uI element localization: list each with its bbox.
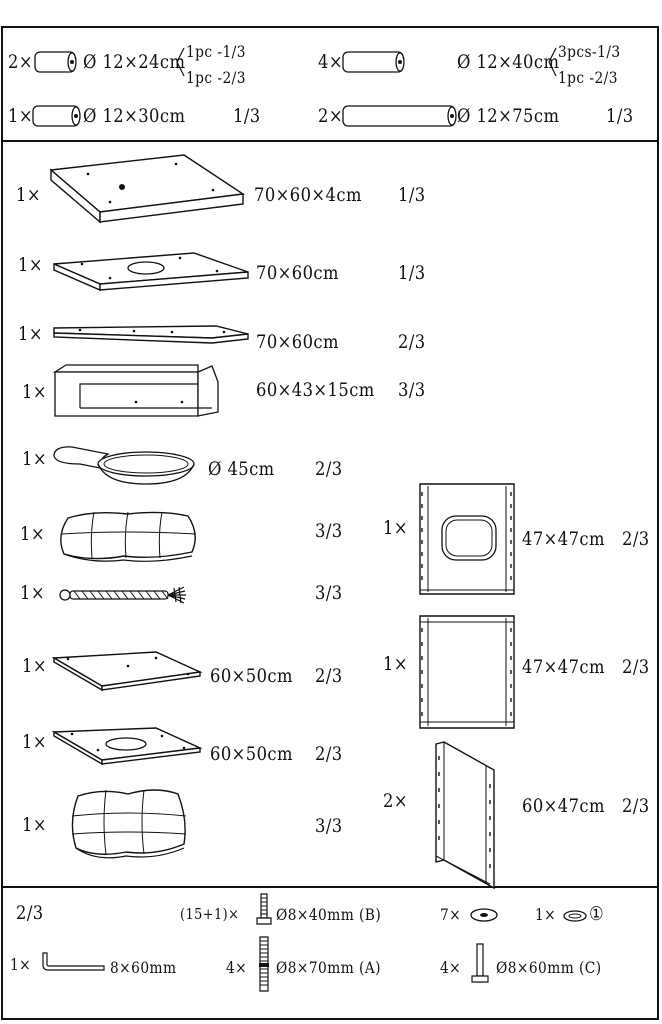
bolt-b-icon [256, 892, 272, 926]
tube-24-split-b: 1pc -2/3 [186, 68, 246, 87]
tube-icon [342, 50, 406, 74]
allen-key-icon [40, 951, 106, 973]
allen-key-qty: 1× [10, 955, 32, 974]
washer-qty: 7× [440, 905, 462, 924]
platform-board-icon [52, 650, 206, 692]
part-size: 70×60cm [256, 331, 339, 353]
brace-icon [547, 46, 557, 78]
part-number: 3/3 [315, 520, 343, 542]
part-size: Ø 45cm [208, 458, 275, 480]
round-bed-icon [50, 440, 200, 488]
part-number: 2/3 [398, 331, 426, 353]
wrench-icon [562, 908, 588, 924]
tube-icon [34, 50, 78, 74]
part-qty: 1× [22, 381, 47, 403]
panel-number: 2/3 [622, 656, 650, 678]
cushion-large-icon [66, 786, 190, 862]
part-number: 3/3 [398, 379, 426, 401]
stud-a-size: Ø8×70mm (A) [276, 958, 381, 977]
tube-75-part: 1/3 [606, 105, 634, 127]
platform-board-with-hole-icon [52, 726, 206, 768]
part-number: 2/3 [315, 743, 343, 765]
tube-40-qty: 4× [318, 51, 343, 73]
part-size: 60×50cm [210, 665, 293, 687]
bolt-c-size: Ø8×60mm (C) [496, 958, 602, 977]
board-with-hole-icon [52, 250, 252, 298]
thin-board-icon [52, 324, 252, 348]
part-qty: 1× [20, 582, 45, 604]
tube-30-size: Ø 12×30cm [83, 105, 186, 127]
panel-qty: 2× [383, 790, 408, 812]
part-size: 70×60cm [256, 262, 339, 284]
bolt-b-qty: (15+1)× [180, 905, 240, 923]
panel-number: 2/3 [622, 795, 650, 817]
section-divider-top [1, 140, 659, 142]
tube-30-part: 1/3 [233, 105, 261, 127]
stud-a-qty: 4× [226, 958, 248, 977]
panel-size: 47×47cm [522, 528, 605, 550]
part-size: 60×50cm [210, 743, 293, 765]
tube-40-split-a: 3pcs-1/3 [558, 42, 621, 61]
part-qty: 1× [22, 448, 47, 470]
part-number: 2/3 [315, 458, 343, 480]
tall-panel-icon [432, 740, 498, 890]
part-qty: 1× [20, 523, 45, 545]
hardware-bag-part: 2/3 [16, 902, 44, 924]
wrench-qty: 1× [535, 905, 557, 924]
tube-24-qty: 2× [8, 51, 33, 73]
stud-a-icon [257, 935, 271, 993]
panel-size: 60×47cm [522, 795, 605, 817]
part-number: 3/3 [315, 582, 343, 604]
panel-qty: 1× [383, 517, 408, 539]
bolt-c-icon [470, 942, 490, 984]
bolt-c-qty: 4× [440, 958, 462, 977]
panel-number: 2/3 [622, 528, 650, 550]
part-number: 1/3 [398, 184, 426, 206]
allen-key-size: 8×60mm [110, 958, 177, 977]
tube-40-size: Ø 12×40cm [457, 51, 560, 73]
wrench-label: ① [589, 903, 605, 925]
shelf-box-icon [52, 362, 222, 420]
bolt-b-size: Ø8×40mm (B) [276, 905, 382, 924]
part-number: 2/3 [315, 665, 343, 687]
part-qty: 1× [18, 254, 43, 276]
rope-toy-icon [58, 584, 188, 606]
part-qty: 1× [22, 814, 47, 836]
tube-icon [32, 104, 82, 128]
panel-size: 47×47cm [522, 656, 605, 678]
part-number: 3/3 [315, 815, 343, 837]
tube-30-qty: 1× [8, 105, 33, 127]
part-size: 60×43×15cm [256, 379, 375, 401]
panel-icon [418, 614, 516, 730]
cushion-icon [54, 508, 202, 564]
part-qty: 1× [22, 731, 47, 753]
part-qty: 1× [22, 655, 47, 677]
tube-40-split-b: 1pc -2/3 [558, 68, 618, 87]
part-number: 1/3 [398, 262, 426, 284]
tube-24-split-a: 1pc -1/3 [186, 42, 246, 61]
base-board-icon [48, 152, 248, 227]
part-size: 70×60×4cm [254, 184, 362, 206]
tube-icon [342, 104, 458, 128]
tube-75-qty: 2× [318, 105, 343, 127]
panel-with-opening-icon [418, 482, 516, 596]
part-qty: 1× [16, 184, 41, 206]
brace-icon [175, 46, 185, 78]
washer-icon [468, 906, 500, 924]
panel-qty: 1× [383, 653, 408, 675]
tube-75-size: Ø 12×75cm [457, 105, 560, 127]
part-qty: 1× [18, 323, 43, 345]
section-divider-bottom [1, 886, 659, 888]
tube-24-size: Ø 12×24cm [83, 51, 186, 73]
